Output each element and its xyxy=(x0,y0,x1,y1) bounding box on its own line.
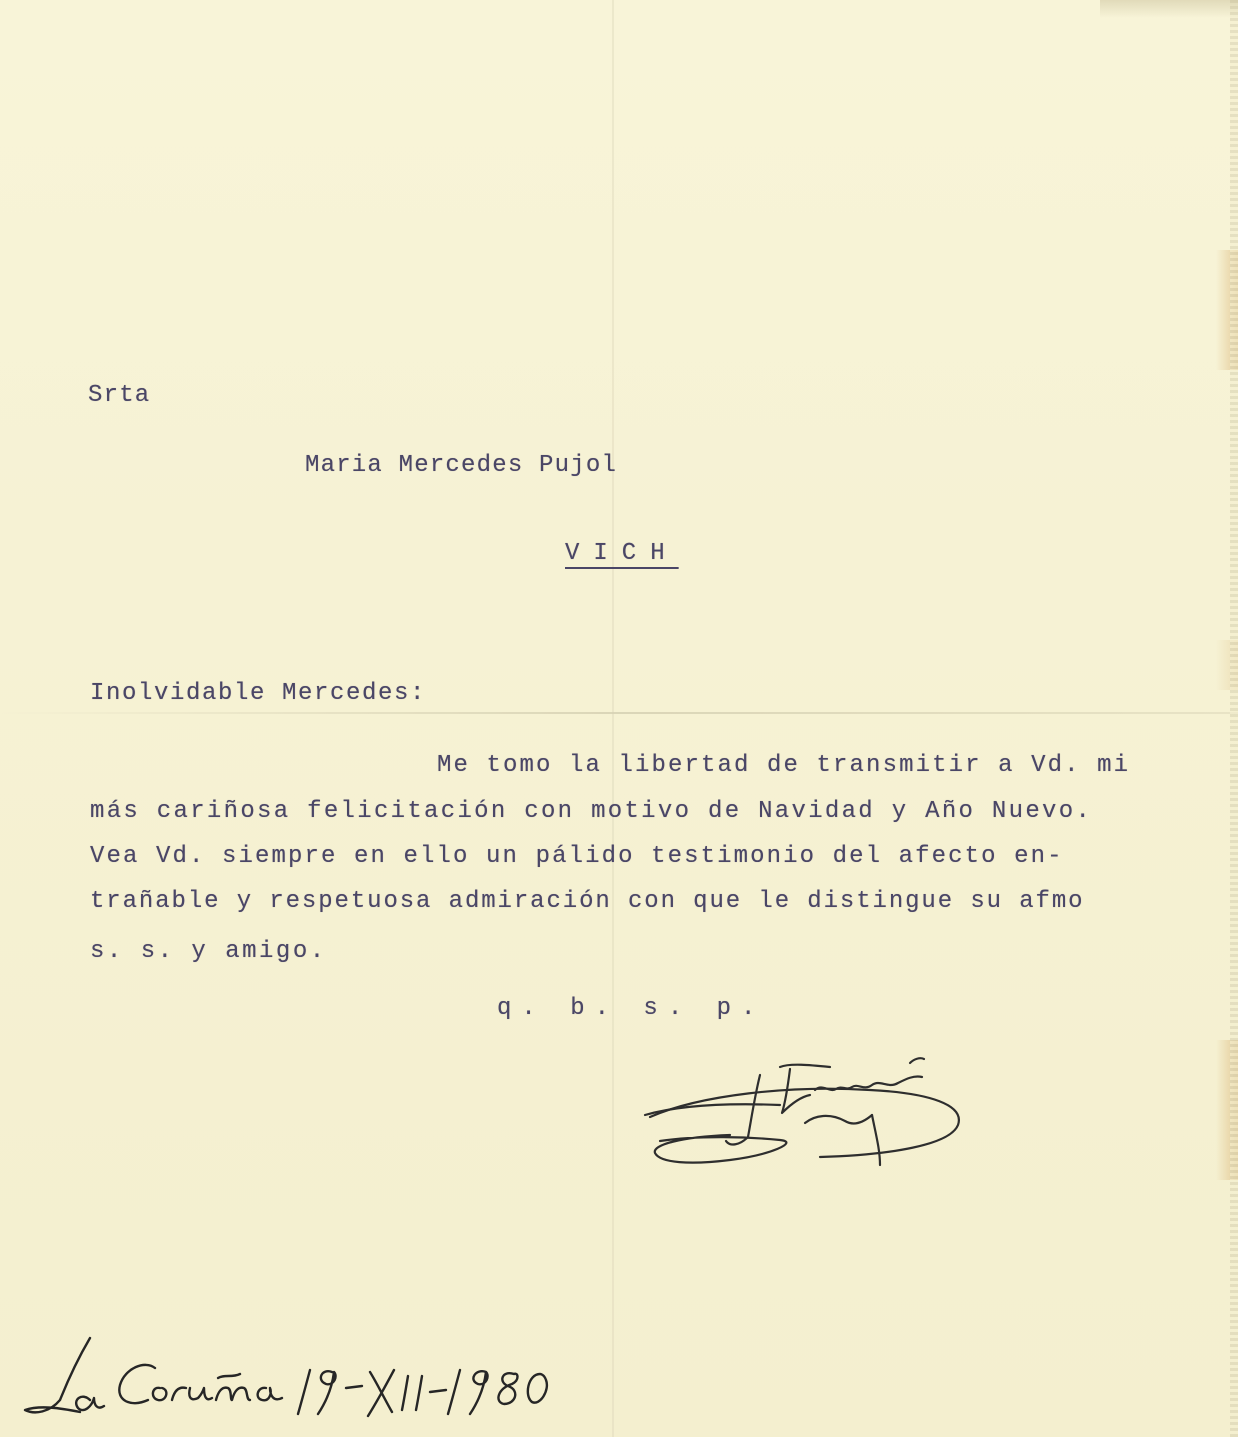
recipient-city: VICH xyxy=(565,540,679,567)
letter-greeting: Inolvidable Mercedes: xyxy=(90,680,427,707)
handwritten-place-date xyxy=(20,1330,560,1425)
body-line-5: s. s. y amigo. xyxy=(90,938,327,965)
recipient-name: Maria Mercedes Pujol xyxy=(305,452,618,479)
signature-scribble xyxy=(640,1045,970,1180)
letter-closing: q. b. s. p. xyxy=(497,995,766,1022)
paper-edge xyxy=(1230,0,1238,1437)
body-line-3: Vea Vd. siempre en ello un pálido testimonio del afecto en- xyxy=(90,843,1064,870)
salutation-title: Srta xyxy=(88,382,151,409)
horizontal-fold-line xyxy=(0,712,1238,714)
vertical-fold-line xyxy=(612,0,614,1437)
body-line-2: más cariñosa felicitación con motivo de Navidad y Año Nuevo. xyxy=(90,798,1093,825)
paper-edge-top xyxy=(1100,0,1238,18)
body-line-1: Me tomo la libertad de transmitir a Vd. mi xyxy=(437,752,1131,779)
body-line-4: trañable y respetuosa admiración con que le distingue su afmo xyxy=(90,888,1085,915)
